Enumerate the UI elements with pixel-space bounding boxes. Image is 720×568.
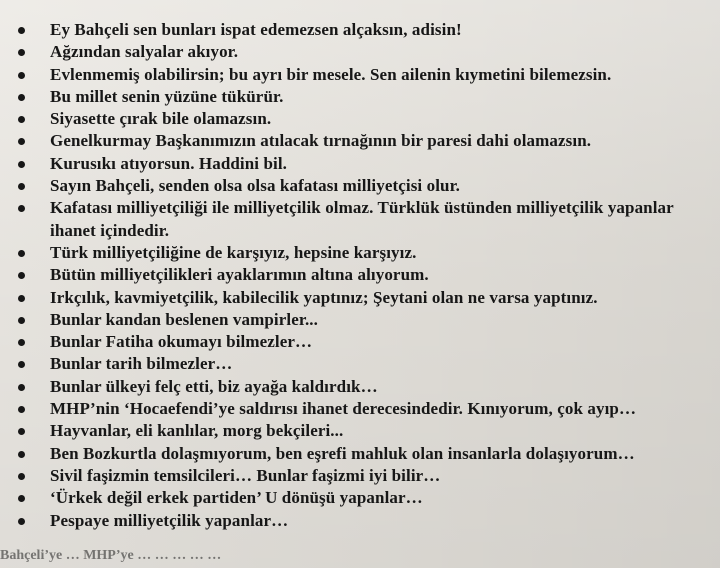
list-item-text: Bütün milliyetçilikleri ayaklarımın altına alıyorum.: [50, 265, 429, 285]
bullet-icon: [18, 183, 25, 190]
list-item: [18, 130, 708, 152]
list-item-text: Hayvanlar, eli kanlılar, morg bekçileri...: [50, 421, 344, 441]
list-item-text: Ağzından salyalar akıyor.: [50, 42, 239, 62]
list-item-text: Sayın Bahçeli, senden olsa olsa kafatası milliyetçisi olur.: [50, 176, 461, 196]
list-item: [18, 86, 708, 108]
bullet-icon: [18, 339, 25, 346]
list-item-text: Bunlar tarih bilmezler…: [50, 354, 233, 374]
list-item-text: Bunlar kandan beslenen vampirler...: [50, 309, 319, 329]
bullet-icon: [18, 384, 25, 391]
list-item: [18, 376, 708, 398]
bullet-icon: [18, 205, 25, 212]
list-item-text: Irkçılık, kavmiyetçilik, kabilecilik yaptınız; Şeytani olan ne varsa yaptınız.: [50, 287, 598, 307]
bullet-icon: [18, 116, 25, 123]
list-item-text: MHP’nin ‘Hocaefendi’ye saldırısı ihanet derecesindedir. Kınıyorum, çok ayıp…: [50, 399, 637, 419]
list-item-text: Kafatası milliyetçiliği ile milliyetçilik olmaz. Türklük üstünden milliyetçilik yapanlar ihanet içindedir.: [50, 198, 674, 240]
list-item-text: Evlenmemiş olabilirsin; bu ayrı bir mesele. Sen ailenin kıymetini bilemezsin.: [50, 64, 612, 84]
list-item: [18, 443, 708, 465]
bullet-icon: [18, 428, 25, 435]
list-item: [18, 287, 708, 309]
bullet-list: [18, 19, 708, 532]
bullet-icon: [18, 406, 25, 413]
list-item-text: ‘Ürkek değil erkek partiden’ U dönüşü yapanlar…: [50, 488, 423, 508]
list-item-text: Sivil faşizmin temsilcileri… Bunlar faşizmi iyi bilir…: [50, 465, 441, 485]
bullet-icon: [18, 272, 25, 279]
bullet-icon: [18, 161, 25, 168]
list-item: [18, 353, 708, 375]
list-item: [18, 64, 708, 86]
bullet-icon: [18, 72, 25, 79]
list-item: [18, 153, 708, 175]
list-item-text: Ey Bahçeli sen bunları ispat edemezsen alçaksın, adisin!: [50, 20, 462, 39]
list-item: [18, 465, 708, 487]
list-item-text: Bu millet senin yüzüne tükürür.: [50, 86, 284, 106]
list-item: [18, 398, 708, 420]
list-item: [18, 264, 708, 286]
bullet-icon: [18, 361, 25, 368]
list-item: [18, 197, 708, 242]
list-item-text: Bunlar Fatiha okumayı bilmezler…: [50, 332, 313, 352]
list-item: [18, 108, 708, 130]
list-item: [18, 175, 708, 197]
bullet-icon: [18, 295, 25, 302]
bottom-partial-text: Bahçeli’ye … MHP’ye … … … … …: [0, 549, 222, 563]
bullet-icon: [18, 94, 25, 101]
list-item: [18, 331, 708, 353]
list-item-text: Ben Bozkurtla dolaşmıyorum, ben eşrefi mahluk olan insanlarla dolaşıyorum…: [50, 443, 635, 463]
list-item: [18, 242, 708, 264]
list-item-text: Genelkurmay Başkanımızın atılacak tırnağının bir paresi dahi olamazsın.: [50, 131, 592, 151]
list-item-text: Türk milliyetçiliğine de karşıyız, hepsine karşıyız.: [50, 242, 417, 262]
bullet-icon: [18, 250, 25, 257]
list-item: [18, 487, 708, 509]
bullet-icon: [18, 518, 25, 525]
bullet-icon: [18, 27, 25, 34]
bullet-icon: [18, 317, 25, 324]
list-item: [18, 19, 708, 41]
bullet-icon: [18, 49, 25, 56]
bullet-icon: [18, 138, 25, 145]
list-item-text: Pespaye milliyetçilik yapanlar…: [50, 510, 289, 530]
list-item-text: Bunlar ülkeyi felç etti, biz ayağa kaldırdık…: [50, 376, 378, 396]
bullet-icon: [18, 451, 25, 458]
list-item: [18, 420, 708, 442]
bullet-icon: [18, 495, 25, 502]
list-item: [18, 41, 708, 63]
list-item-text: Kurusıkı atıyorsun. Haddini bil.: [50, 153, 288, 173]
bullet-icon: [18, 473, 25, 480]
list-item: [18, 309, 708, 331]
list-item-text: Siyasette çırak bile olamazsın.: [50, 109, 272, 129]
list-item: [18, 510, 708, 532]
